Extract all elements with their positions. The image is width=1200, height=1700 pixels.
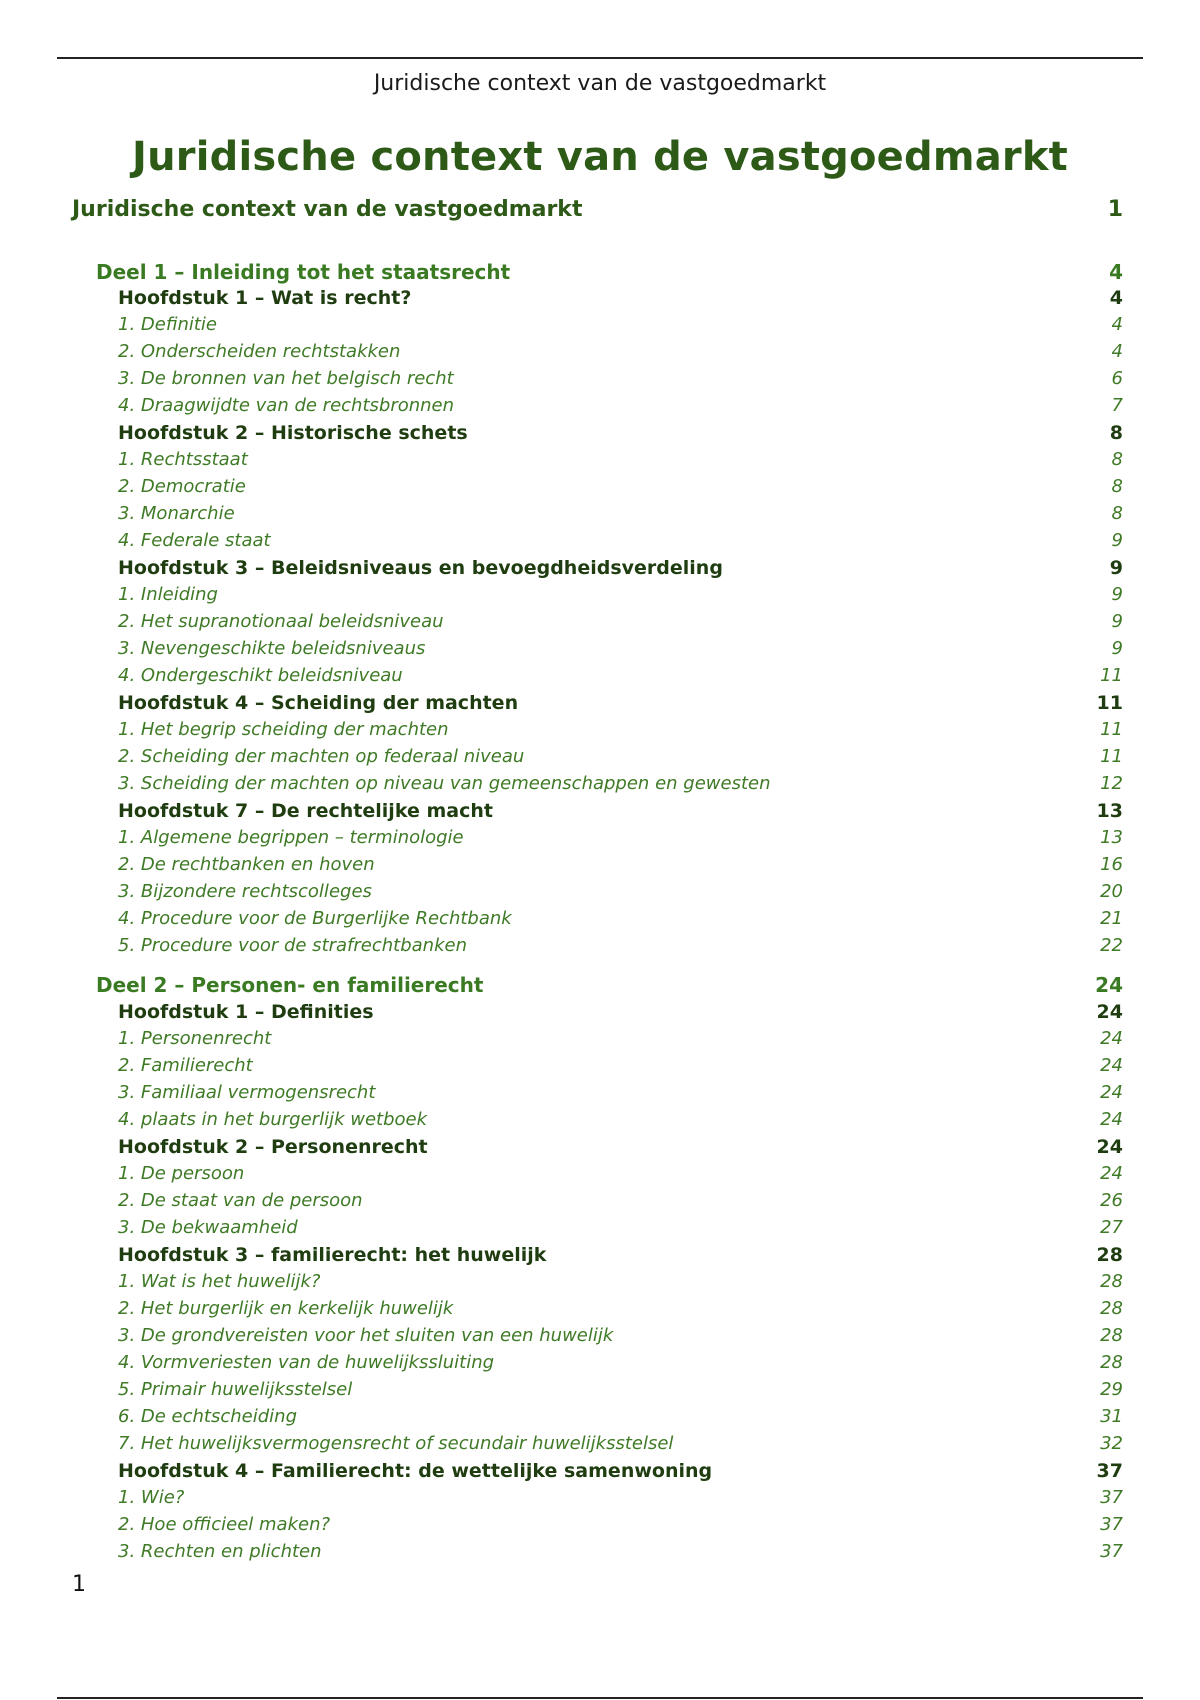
toc-entry-title: Hoofdstuk 7 – De rechtelijke macht <box>118 800 493 822</box>
toc-entry-page: 26 <box>1100 1190 1123 1211</box>
toc-entry[interactable] <box>118 638 1123 659</box>
toc-entry[interactable] <box>118 1055 1123 1076</box>
toc-entry[interactable] <box>118 1406 1123 1427</box>
toc-entry-title: 5. Primair huwelijksstelsel <box>118 1379 353 1400</box>
toc-entry-title: 4. Vormveriesten van de huwelijkssluiting <box>118 1352 495 1373</box>
toc-entry[interactable] <box>118 368 1123 389</box>
toc-entry-title: 2. Onderscheiden rechtstakken <box>118 341 401 362</box>
toc-entry-page: 37 <box>1100 1541 1123 1562</box>
toc-entry-title: 2. Het burgerlijk en kerkelijk huwelijk <box>118 1298 454 1319</box>
toc-entry-title: 5. Procedure voor de strafrechtbanken <box>118 935 467 956</box>
toc-entry-title: 3. De bronnen van het belgisch recht <box>118 368 454 389</box>
document-title: Juridische context van de vastgoedmarkt <box>132 134 1068 180</box>
toc-entry-page: 28 <box>1100 1271 1123 1292</box>
toc-entry-page: 13 <box>1096 800 1123 822</box>
footer-rule <box>57 1697 1143 1699</box>
toc-entry[interactable] <box>72 197 1123 222</box>
header-rule <box>57 57 1143 59</box>
toc-entry-page: 21 <box>1100 908 1123 929</box>
toc-entry-page: 28 <box>1100 1298 1123 1319</box>
toc-entry-page: 24 <box>1100 1082 1123 1103</box>
toc-entry-page: 9 <box>1111 530 1123 551</box>
toc-entry-page: 24 <box>1100 1109 1123 1130</box>
toc-entry[interactable] <box>118 746 1123 767</box>
toc-entry-page: 11 <box>1100 665 1123 686</box>
toc-entry-title: 2. Scheiding der machten op federaal niveau <box>118 746 525 767</box>
toc-entry-page: 37 <box>1100 1514 1123 1535</box>
toc-entry[interactable] <box>118 1514 1123 1535</box>
toc-entry-title: 2. De rechtbanken en hoven <box>118 854 375 875</box>
toc-entry-title: 1. Algemene begrippen – terminologie <box>118 827 464 848</box>
toc-entry-title: Hoofdstuk 2 – Personenrecht <box>118 1136 428 1158</box>
toc-entry-title: 4. Draagwijdte van de rechtsbronnen <box>118 395 455 416</box>
toc-entry-title: Hoofdstuk 3 – Beleidsniveaus en bevoegdheidsverdeling <box>118 557 723 579</box>
toc-entry[interactable] <box>118 1298 1123 1319</box>
toc-entry-title: Hoofdstuk 2 – Historische schets <box>118 422 468 444</box>
toc-entry[interactable] <box>118 1163 1123 1184</box>
toc-entry[interactable] <box>118 449 1123 470</box>
toc-entry-title: 6. De echtscheiding <box>118 1406 298 1427</box>
toc-entry-page: 4 <box>1111 314 1123 335</box>
toc-entry-page: 1 <box>1107 197 1123 222</box>
toc-entry-page: 24 <box>1100 1055 1123 1076</box>
toc-entry-title: 4. Ondergeschikt beleidsniveau <box>118 665 403 686</box>
toc-entry[interactable] <box>118 1136 1123 1158</box>
toc-entry-title: 3. Scheiding der machten op niveau van gemeenschappen en gewesten <box>118 773 771 794</box>
toc-entry-page: 4 <box>1111 341 1123 362</box>
toc-entry-page: 24 <box>1100 1028 1123 1049</box>
toc-entry-page: 37 <box>1096 1460 1123 1482</box>
toc-entry[interactable] <box>118 800 1123 822</box>
toc-entry[interactable] <box>118 503 1123 524</box>
toc-entry-page: 16 <box>1100 854 1123 875</box>
toc-entry[interactable] <box>118 530 1123 551</box>
toc-entry-page: 9 <box>1111 638 1123 659</box>
toc-entry[interactable] <box>118 881 1123 902</box>
toc-entry-title: 3. De grondvereisten voor het sluiten van een huwelijk <box>118 1325 614 1346</box>
toc-entry-page: 8 <box>1111 503 1123 524</box>
toc-entry[interactable] <box>118 827 1123 848</box>
toc-entry-page: 11 <box>1096 692 1123 714</box>
toc-entry-page: 4 <box>1109 287 1123 309</box>
toc-entry[interactable] <box>118 665 1123 686</box>
toc-entry-title: 2. Familierecht <box>118 1055 253 1076</box>
toc-entry-title: 1. Wie? <box>118 1487 185 1508</box>
toc-entry-title: 3. Bijzondere rechtscolleges <box>118 881 372 902</box>
toc-entry-title: 4. plaats in het burgerlijk wetboek <box>118 1109 428 1130</box>
toc-entry[interactable] <box>118 611 1123 632</box>
toc-entry-page: 13 <box>1100 827 1123 848</box>
toc-entry-page: 37 <box>1100 1487 1123 1508</box>
toc-entry[interactable] <box>118 395 1123 416</box>
toc-entry-page: 24 <box>1096 1136 1123 1158</box>
toc-entry[interactable] <box>118 1460 1123 1482</box>
toc-entry-title: Deel 2 – Personen- en familierecht <box>96 973 484 997</box>
toc-entry-page: 12 <box>1100 773 1123 794</box>
toc-entry-title: 4. Federale staat <box>118 530 271 551</box>
toc-entry-title: Hoofdstuk 3 – familierecht: het huwelijk <box>118 1244 547 1266</box>
toc-entry[interactable] <box>118 1028 1123 1049</box>
page-number: 1 <box>72 1572 86 1597</box>
toc-entry[interactable] <box>118 422 1123 444</box>
toc-entry[interactable] <box>118 1271 1123 1292</box>
toc-entry-page: 28 <box>1100 1352 1123 1373</box>
toc-entry-page: 27 <box>1100 1217 1123 1238</box>
toc-entry-page: 6 <box>1111 368 1123 389</box>
toc-entry-page: 22 <box>1100 935 1123 956</box>
toc-entry[interactable] <box>118 341 1123 362</box>
toc-entry[interactable] <box>118 1433 1123 1454</box>
toc-entry[interactable] <box>118 1541 1123 1562</box>
toc-entry-page: 31 <box>1100 1406 1123 1427</box>
toc-entry[interactable] <box>96 260 1123 284</box>
toc-entry-page: 20 <box>1100 881 1123 902</box>
toc-entry[interactable] <box>118 692 1123 714</box>
toc-entry[interactable] <box>118 314 1123 335</box>
toc-entry[interactable] <box>118 1109 1123 1130</box>
running-header: Juridische context van de vastgoedmarkt <box>373 71 827 96</box>
toc-entry-title: Juridische context van de vastgoedmarkt <box>72 197 583 222</box>
toc-entry-page: 28 <box>1100 1325 1123 1346</box>
toc-entry-page: 4 <box>1109 260 1123 284</box>
toc-entry-title: 7. Het huwelijksvermogensrecht of secundair huwelijksstelsel <box>118 1433 674 1454</box>
toc-entry[interactable] <box>118 1190 1123 1211</box>
toc-entry-page: 28 <box>1096 1244 1123 1266</box>
toc-entry-title: Hoofdstuk 1 – Definities <box>118 1001 374 1023</box>
toc-entry[interactable] <box>118 1352 1123 1373</box>
toc-entry-page: 7 <box>1111 395 1123 416</box>
toc-entry-title: 1. Wat is het huwelijk? <box>118 1271 321 1292</box>
toc-entry-page: 11 <box>1100 746 1123 767</box>
toc-entry-title: 1. Inleiding <box>118 584 218 605</box>
toc-entry-title: 3. Familiaal vermogensrecht <box>118 1082 376 1103</box>
toc-entry-title: 2. Democratie <box>118 476 246 497</box>
toc-entry-title: Deel 1 – Inleiding tot het staatsrecht <box>96 260 511 284</box>
toc-entry-title: 1. Definitie <box>118 314 217 335</box>
toc-entry-page: 29 <box>1100 1379 1123 1400</box>
toc-entry-title: 2. De staat van de persoon <box>118 1190 363 1211</box>
toc-entry[interactable] <box>118 1244 1123 1266</box>
toc-entry-title: 1. Personenrecht <box>118 1028 272 1049</box>
toc-entry-title: 4. Procedure voor de Burgerlijke Rechtbank <box>118 908 512 929</box>
toc-entry-title: 2. Het supranotionaal beleidsniveau <box>118 611 444 632</box>
toc-entry[interactable] <box>118 1325 1123 1346</box>
toc-entry-page: 9 <box>1109 557 1123 579</box>
toc-entry[interactable] <box>118 1487 1123 1508</box>
toc-entry-page: 24 <box>1100 1163 1123 1184</box>
toc-entry-page: 24 <box>1096 1001 1123 1023</box>
toc-entry[interactable] <box>118 935 1123 956</box>
toc-entry-page: 11 <box>1100 719 1123 740</box>
toc-entry-title: Hoofdstuk 4 – Scheiding der machten <box>118 692 519 714</box>
toc-entry-title: 3. Rechten en plichten <box>118 1541 322 1562</box>
toc-entry-title: 2. Hoe officieel maken? <box>118 1514 331 1535</box>
toc-entry[interactable] <box>118 1379 1123 1400</box>
toc-entry-page: 8 <box>1111 449 1123 470</box>
toc-entry-title: 1. De persoon <box>118 1163 245 1184</box>
toc-entry-title: 1. Rechtsstaat <box>118 449 248 470</box>
toc-entry[interactable] <box>118 557 1123 579</box>
toc-entry-title: 3. Nevengeschikte beleidsniveaus <box>118 638 426 659</box>
toc-entry-title: Hoofdstuk 4 – Familierecht: de wettelijke samenwoning <box>118 1460 713 1482</box>
toc-entry[interactable] <box>118 287 1123 309</box>
toc-entry-title: Hoofdstuk 1 – Wat is recht? <box>118 287 412 309</box>
toc-entry-page: 8 <box>1109 422 1123 444</box>
toc-entry-page: 24 <box>1095 973 1123 997</box>
toc-entry[interactable] <box>96 973 1123 997</box>
toc-entry[interactable] <box>118 1217 1123 1238</box>
toc-entry[interactable] <box>118 854 1123 875</box>
toc-entry-title: 3. De bekwaamheid <box>118 1217 298 1238</box>
toc-entry[interactable] <box>118 773 1123 794</box>
toc-entry[interactable] <box>118 476 1123 497</box>
toc-entry-page: 8 <box>1111 476 1123 497</box>
toc-entry[interactable] <box>118 1001 1123 1023</box>
toc-entry[interactable] <box>118 719 1123 740</box>
toc-entry-page: 9 <box>1111 611 1123 632</box>
toc-entry[interactable] <box>118 1082 1123 1103</box>
toc-entry[interactable] <box>118 908 1123 929</box>
toc-entry-page: 9 <box>1111 584 1123 605</box>
toc-entry[interactable] <box>118 584 1123 605</box>
toc-entry-title: 1. Het begrip scheiding der machten <box>118 719 449 740</box>
toc-entry-page: 32 <box>1100 1433 1123 1454</box>
toc-entry-title: 3. Monarchie <box>118 503 235 524</box>
